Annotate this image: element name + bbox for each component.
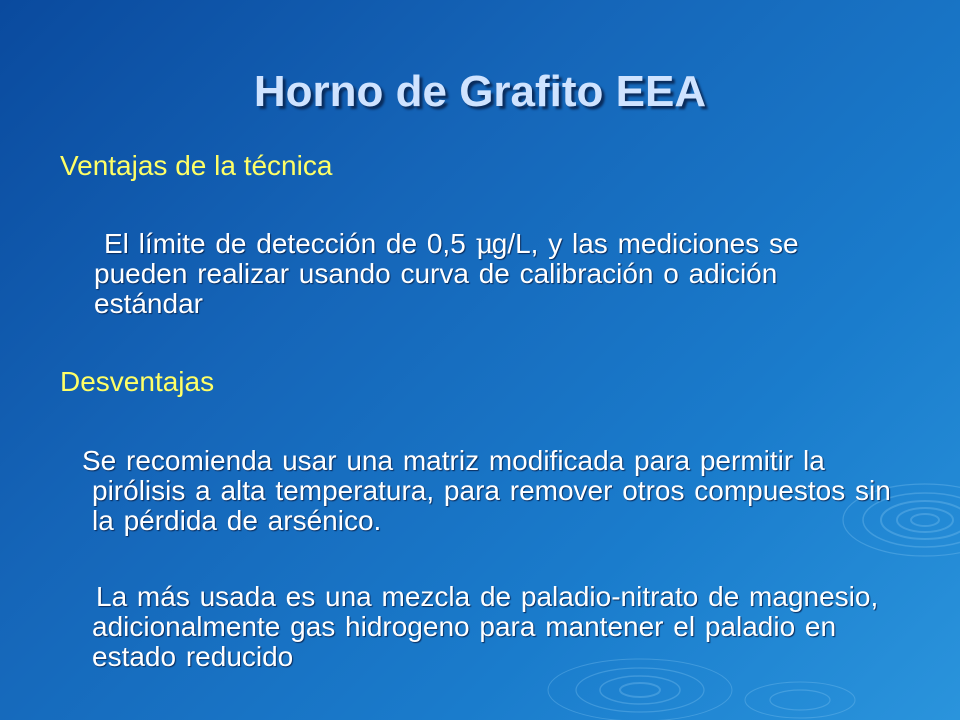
- desventajas-paragraph-2: La más usada es una mezcla de paladio-nitrato de magnesio, adicionalmente gas hidrogeno para mantener el paladio en estado reducido: [92, 581, 879, 672]
- ventajas-text-part-1: El límite de detección de 0,5: [104, 228, 476, 259]
- desventajas-paragraph-1: Se recomienda usar una matriz modificada para permitir la pirólisis a alta temperatura, para remover otros compuestos sin la pérdida de arsénico.: [82, 445, 891, 536]
- micro-symbol: μ: [475, 227, 492, 260]
- ventajas-text-part-2: g/L, y las mediciones se pueden realizar usando curva de calibración o adición estándar: [94, 228, 799, 319]
- ventajas-heading: Ventajas de la técnica: [60, 150, 333, 181]
- ventajas-paragraph: [94, 229, 884, 319]
- slide-title: Horno de Grafito EEA: [253, 67, 707, 116]
- desventajas-heading: Desventajas: [60, 366, 215, 397]
